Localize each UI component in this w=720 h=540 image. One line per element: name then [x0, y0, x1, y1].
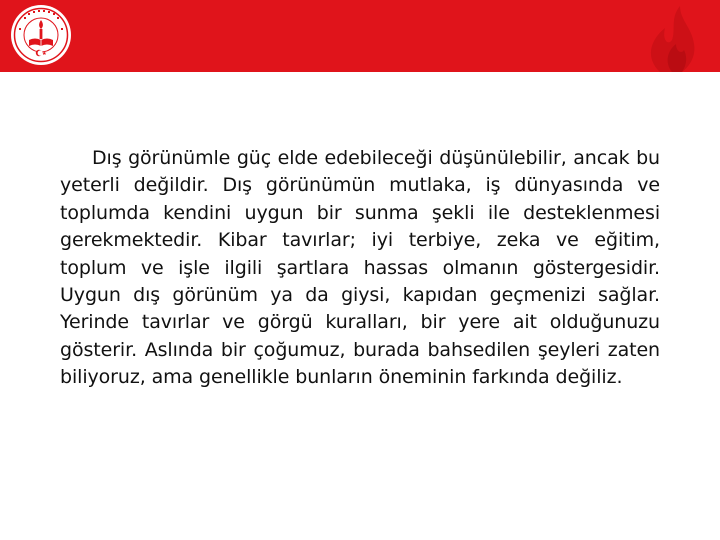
flame-watermark-icon [610, 0, 720, 72]
body-paragraph: Dış görünümle güç elde edebileceği düşünülebilir, ancak bu yeterli değildir. Dış görünümün mutlaka, iş dünyasında ve toplumda kendini uygun bir sunma şekli ile desteklenmesi gerekmektedir. Kibar tavırlar; iyi terbiye, zeka ve eğitim, toplum ve işle ilgili şartlara hassas olmanın göstergesidir. Uygun dış görünüm ya da giysi, kapıdan geçmenizi sağlar. Yerinde tavırlar ve görgü kuralları, bir yere ait olduğunuzu gösterir. Aslında bir çoğumuz, burada bahsedilen şeyleri zaten biliyoruz, ama genellikle bunların öneminin farkında değiliz. [60, 147, 660, 389]
header-band [0, 0, 720, 72]
ministry-of-education-seal-icon [10, 4, 72, 66]
